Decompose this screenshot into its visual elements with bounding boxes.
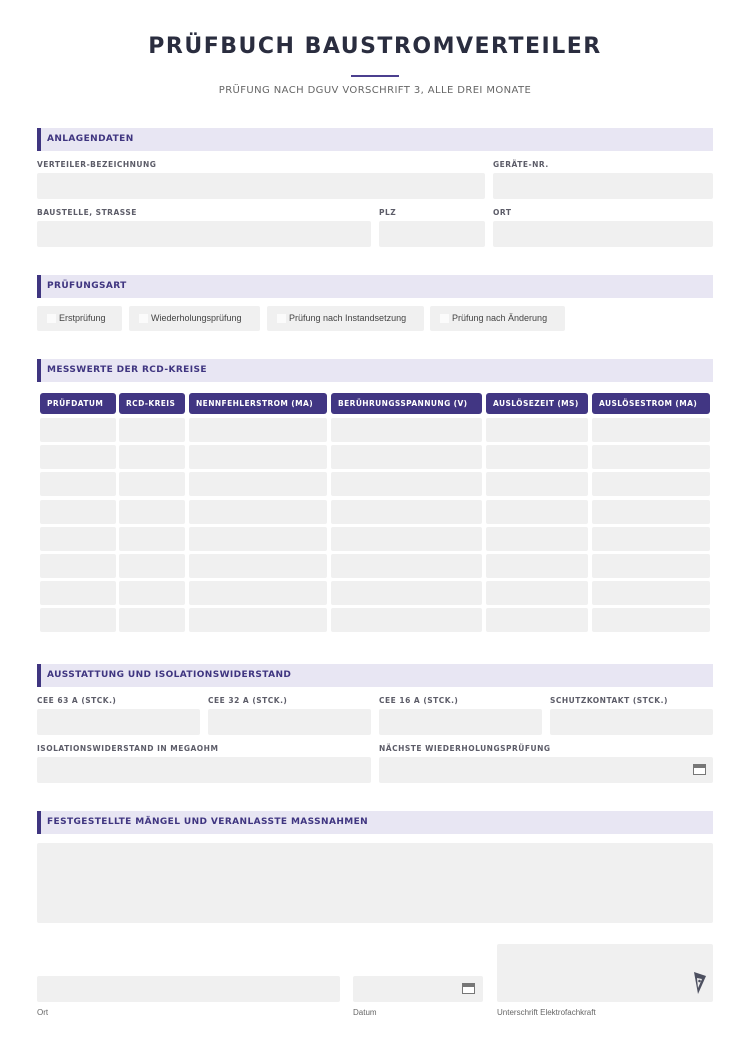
table-cell[interactable] (189, 445, 327, 469)
calendar-icon[interactable] (462, 983, 475, 994)
table-cell[interactable] (592, 418, 710, 442)
cee32-label: CEE 32 A (STCK.) (208, 696, 288, 705)
baustelle-field[interactable] (37, 221, 371, 247)
footer-datum-label: Datum (353, 1008, 377, 1017)
table-cell[interactable] (119, 418, 185, 442)
signature-field[interactable] (497, 944, 713, 1002)
table-cell[interactable] (40, 418, 116, 442)
table-cell[interactable] (486, 418, 588, 442)
table-cell[interactable] (592, 472, 710, 496)
section-messwerte-title: MESSWERTE DER RCD-KREISE (47, 365, 207, 375)
section-anlagendaten (37, 128, 713, 151)
checkbox-label: Prüfung nach Instandsetzung (289, 313, 407, 323)
table-cell[interactable] (486, 500, 588, 524)
table-cell[interactable] (331, 418, 482, 442)
table-cell[interactable] (486, 608, 588, 632)
schutzkontakt-label: SCHUTZKONTAKT (STCK.) (550, 696, 668, 705)
calendar-icon[interactable] (693, 764, 706, 775)
table-cell[interactable] (40, 472, 116, 496)
checkbox-box[interactable] (277, 314, 286, 323)
table-cell[interactable] (40, 500, 116, 524)
table-cell[interactable] (189, 527, 327, 551)
section-messwerte (37, 359, 713, 382)
table-cell[interactable] (119, 472, 185, 496)
table-cell[interactable] (40, 445, 116, 469)
checkbox-label: Erstprüfung (59, 313, 106, 323)
ort-field[interactable] (493, 221, 713, 247)
pen-nib-icon (690, 970, 708, 996)
verteiler-field[interactable] (37, 173, 485, 199)
checkbox-label: Wiederholungsprüfung (151, 313, 242, 323)
checkbox-box[interactable] (139, 314, 148, 323)
schutzkontakt-field[interactable] (550, 709, 713, 735)
table-cell[interactable] (189, 418, 327, 442)
section-maengel-title: FESTGESTELLTE MÄNGEL UND VERANLASSTE MASSNAHMEN (47, 817, 369, 827)
section-pruefungsart (37, 275, 713, 298)
table-cell[interactable] (119, 608, 185, 632)
table-cell[interactable] (592, 527, 710, 551)
col-header-pruefdatum: PRÜFDATUM (40, 393, 116, 414)
cee16-field[interactable] (379, 709, 542, 735)
plz-field[interactable] (379, 221, 485, 247)
checkbox-pruefung-instandsetzung[interactable] (267, 306, 424, 331)
col-header-nennfehlerstrom: NENNFEHLERSTROM (MA) (189, 393, 327, 414)
section-ausstattung (37, 664, 713, 687)
table-cell[interactable] (486, 527, 588, 551)
table-cell[interactable] (119, 500, 185, 524)
naechste-pruefung-label: NÄCHSTE WIEDERHOLUNGSPRÜFUNG (379, 744, 551, 753)
section-anlagendaten-title: ANLAGENDATEN (47, 134, 134, 144)
section-ausstattung-title: AUSSTATTUNG UND ISOLATIONSWIDERSTAND (47, 670, 292, 680)
table-cell[interactable] (592, 581, 710, 605)
table-cell[interactable] (189, 554, 327, 578)
table-cell[interactable] (119, 527, 185, 551)
table-cell[interactable] (189, 608, 327, 632)
footer-ort-field[interactable] (37, 976, 340, 1002)
table-cell[interactable] (40, 581, 116, 605)
table-cell[interactable] (119, 581, 185, 605)
table-cell[interactable] (331, 472, 482, 496)
table-cell[interactable] (119, 445, 185, 469)
page-title: PRÜFBUCH BAUSTROMVERTEILER (148, 34, 602, 59)
table-cell[interactable] (592, 554, 710, 578)
table-cell[interactable] (189, 472, 327, 496)
ort-label: ORT (493, 208, 512, 217)
table-cell[interactable] (189, 500, 327, 524)
section-pruefungsart-title: PRÜFUNGSART (47, 281, 127, 291)
cee16-label: CEE 16 A (STCK.) (379, 696, 459, 705)
checkbox-box[interactable] (47, 314, 56, 323)
table-cell[interactable] (486, 581, 588, 605)
footer-ort-label: Ort (37, 1008, 49, 1017)
naechste-pruefung-field[interactable] (379, 757, 713, 783)
table-cell[interactable] (592, 500, 710, 524)
table-cell[interactable] (40, 608, 116, 632)
table-cell[interactable] (331, 581, 482, 605)
checkbox-box[interactable] (440, 314, 449, 323)
cee63-label: CEE 63 A (STCK.) (37, 696, 117, 705)
table-cell[interactable] (331, 608, 482, 632)
table-cell[interactable] (331, 500, 482, 524)
isolation-field[interactable] (37, 757, 371, 783)
table-cell[interactable] (592, 445, 710, 469)
checkbox-wiederholungspruefung[interactable] (129, 306, 260, 331)
col-header-ausloesezeit: AUSLÖSEZEIT (MS) (486, 393, 588, 414)
geraete-nr-label: GERÄTE-NR. (493, 160, 549, 169)
cee32-field[interactable] (208, 709, 371, 735)
table-cell[interactable] (486, 472, 588, 496)
isolation-label: ISOLATIONSWIDERSTAND IN MEGAOHM (37, 744, 219, 753)
cee63-field[interactable] (37, 709, 200, 735)
checkbox-erstpruefung[interactable] (37, 306, 122, 331)
table-cell[interactable] (119, 554, 185, 578)
table-cell[interactable] (40, 527, 116, 551)
title-divider (351, 75, 399, 77)
table-cell[interactable] (40, 554, 116, 578)
table-cell[interactable] (486, 554, 588, 578)
table-cell[interactable] (189, 581, 327, 605)
checkbox-label: Prüfung nach Änderung (452, 313, 548, 323)
table-cell[interactable] (331, 445, 482, 469)
maengel-textarea[interactable] (37, 843, 713, 923)
page-subtitle: PRÜFUNG NACH DGUV VORSCHRIFT 3, ALLE DREI MONATE (218, 85, 532, 96)
table-cell[interactable] (331, 527, 482, 551)
col-header-ausloesestrom: AUSLÖSESTROM (MA) (592, 393, 710, 414)
geraete-nr-field[interactable] (493, 173, 713, 199)
footer-datum-field[interactable] (353, 976, 483, 1002)
verteiler-label: VERTEILER-BEZEICHNUNG (37, 160, 157, 169)
section-maengel (37, 811, 713, 834)
checkbox-pruefung-aenderung[interactable] (430, 306, 565, 331)
col-header-beruehrungsspannung: BERÜHRUNGSSPANNUNG (V) (331, 393, 482, 414)
footer-unterschrift-label: Unterschrift Elektrofachkraft (497, 1008, 596, 1017)
baustelle-label: BAUSTELLE, STRASSE (37, 208, 137, 217)
table-cell[interactable] (486, 445, 588, 469)
table-cell[interactable] (592, 608, 710, 632)
col-header-rcd-kreis: RCD-KREIS (119, 393, 185, 414)
table-cell[interactable] (331, 554, 482, 578)
plz-label: PLZ (379, 208, 397, 217)
